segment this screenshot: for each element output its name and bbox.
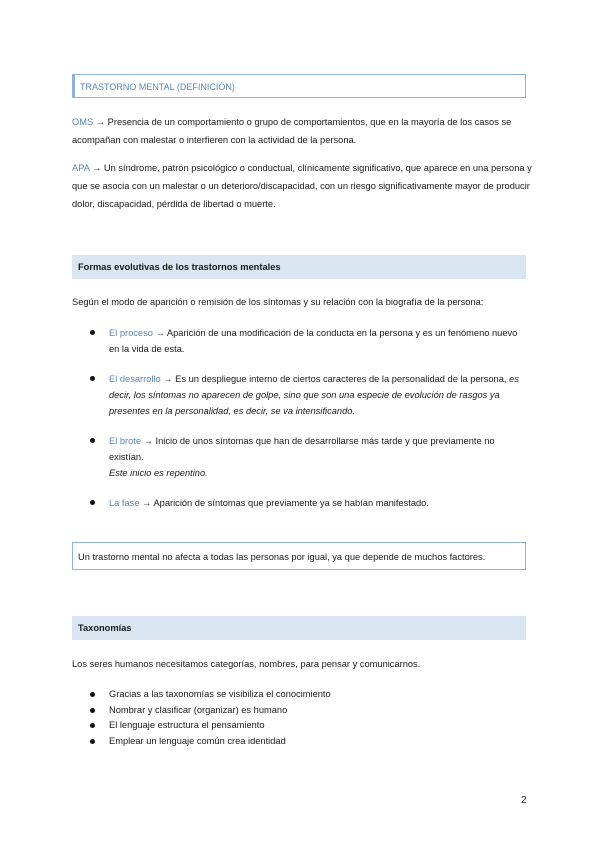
bullet-icon — [90, 500, 95, 505]
taxonomias-list — [90, 687, 530, 749]
item-arrow: → — [142, 498, 152, 508]
bullet-icon — [90, 376, 95, 381]
bullet-icon — [90, 330, 95, 335]
list-item — [90, 325, 530, 357]
list-item — [90, 371, 530, 419]
bullet-icon — [90, 723, 95, 728]
item-text: El lenguaje estructura el pensamiento — [109, 720, 265, 730]
item-term: La fase — [109, 498, 140, 508]
list-item — [90, 495, 530, 511]
section-title-box — [72, 74, 526, 98]
bullet-icon — [90, 438, 95, 443]
item-text: Inicio de unos síntomas que han de desarrollarse más tarde y que previamente no existían. — [109, 436, 495, 462]
item-text: Emplear un lenguaje común crea identidad — [109, 735, 286, 746]
heading-formas-evolutivas — [72, 255, 526, 279]
oms-definition — [72, 113, 532, 149]
list-item — [90, 734, 530, 750]
item-arrow: → — [143, 436, 153, 446]
item-arrow: → — [155, 328, 165, 338]
item-text: Aparición de una modificación de la conducta en la persona y es un fenómeno nuevo en la vida de esta. — [109, 328, 518, 354]
apa-text: Un síndrome, patrón psicológico o conductual, clínicamente significativo, que aparece en una persona y que se asocia con un malestar o un deterioro/discapacidad, con un riesgo significativamente mayor de producir dolor, discapacidad, pérdida de libertad o muerte. — [72, 163, 532, 209]
item-term: El brote — [109, 436, 142, 446]
list-item — [90, 718, 530, 734]
apa-label: APA — [72, 163, 90, 173]
bullet-icon — [90, 739, 95, 744]
note-box — [72, 542, 526, 570]
apa-definition — [72, 159, 532, 213]
list-item — [90, 687, 530, 703]
apa-arrow: → — [92, 163, 102, 173]
list-item — [90, 703, 530, 719]
item-text: Es un despliegue interno de ciertos caracteres de la personalidad de la persona, — [175, 374, 507, 384]
item-text: Nombrar y clasificar (organizar) es humano — [109, 704, 288, 715]
item-italic: Este inicio es repentino. — [109, 468, 208, 478]
bullet-icon — [90, 708, 95, 713]
heading-taxonomias — [72, 616, 526, 640]
heading-taxonomias-text: Taxonomías — [78, 623, 132, 633]
item-text: Aparición de síntomas que previamente ya se habían manifestado. — [153, 498, 429, 508]
page-number: 2 — [521, 795, 527, 806]
taxonomias-intro: Los seres humanos necesitamos categorías, nombres, para pensar y comunicarnos. — [72, 659, 421, 669]
heading-formas-text: Formas evolutivas de los trastornos mentales — [78, 262, 281, 272]
oms-label: OMS — [72, 117, 94, 127]
item-italic: es decir, los síntomas no aparecen de golpe, sino que son una especie de evolución de rasgos ya presentes en la personalidad, es decir, se va intensificando. — [109, 374, 519, 416]
oms-text: Presencia de un comportamiento o grupo de comportamientos, que en la mayoría de los casos se acompañan con malestar o interfieren con la actividad de la persona. — [72, 117, 512, 145]
bullet-icon — [90, 692, 95, 697]
item-text: Gracias a las taxonomías se visibiliza el conocimiento — [109, 689, 331, 699]
item-term: El proceso — [109, 328, 153, 338]
section-title: TRASTORNO MENTAL (DEFINICIÓN) — [80, 82, 235, 92]
formas-intro: Según el modo de aparición o remisión de los síntomas y su relación con la biografía de la persona: — [72, 297, 484, 307]
oms-arrow: → — [95, 117, 106, 127]
note-text: Un trastorno mental no afecta a todas las personas por igual, ya que depende de muchos factores. — [78, 552, 486, 562]
item-term: El desarrollo — [109, 374, 161, 384]
item-arrow: → — [163, 374, 173, 384]
list-item — [90, 433, 530, 481]
formas-list — [90, 325, 530, 525]
